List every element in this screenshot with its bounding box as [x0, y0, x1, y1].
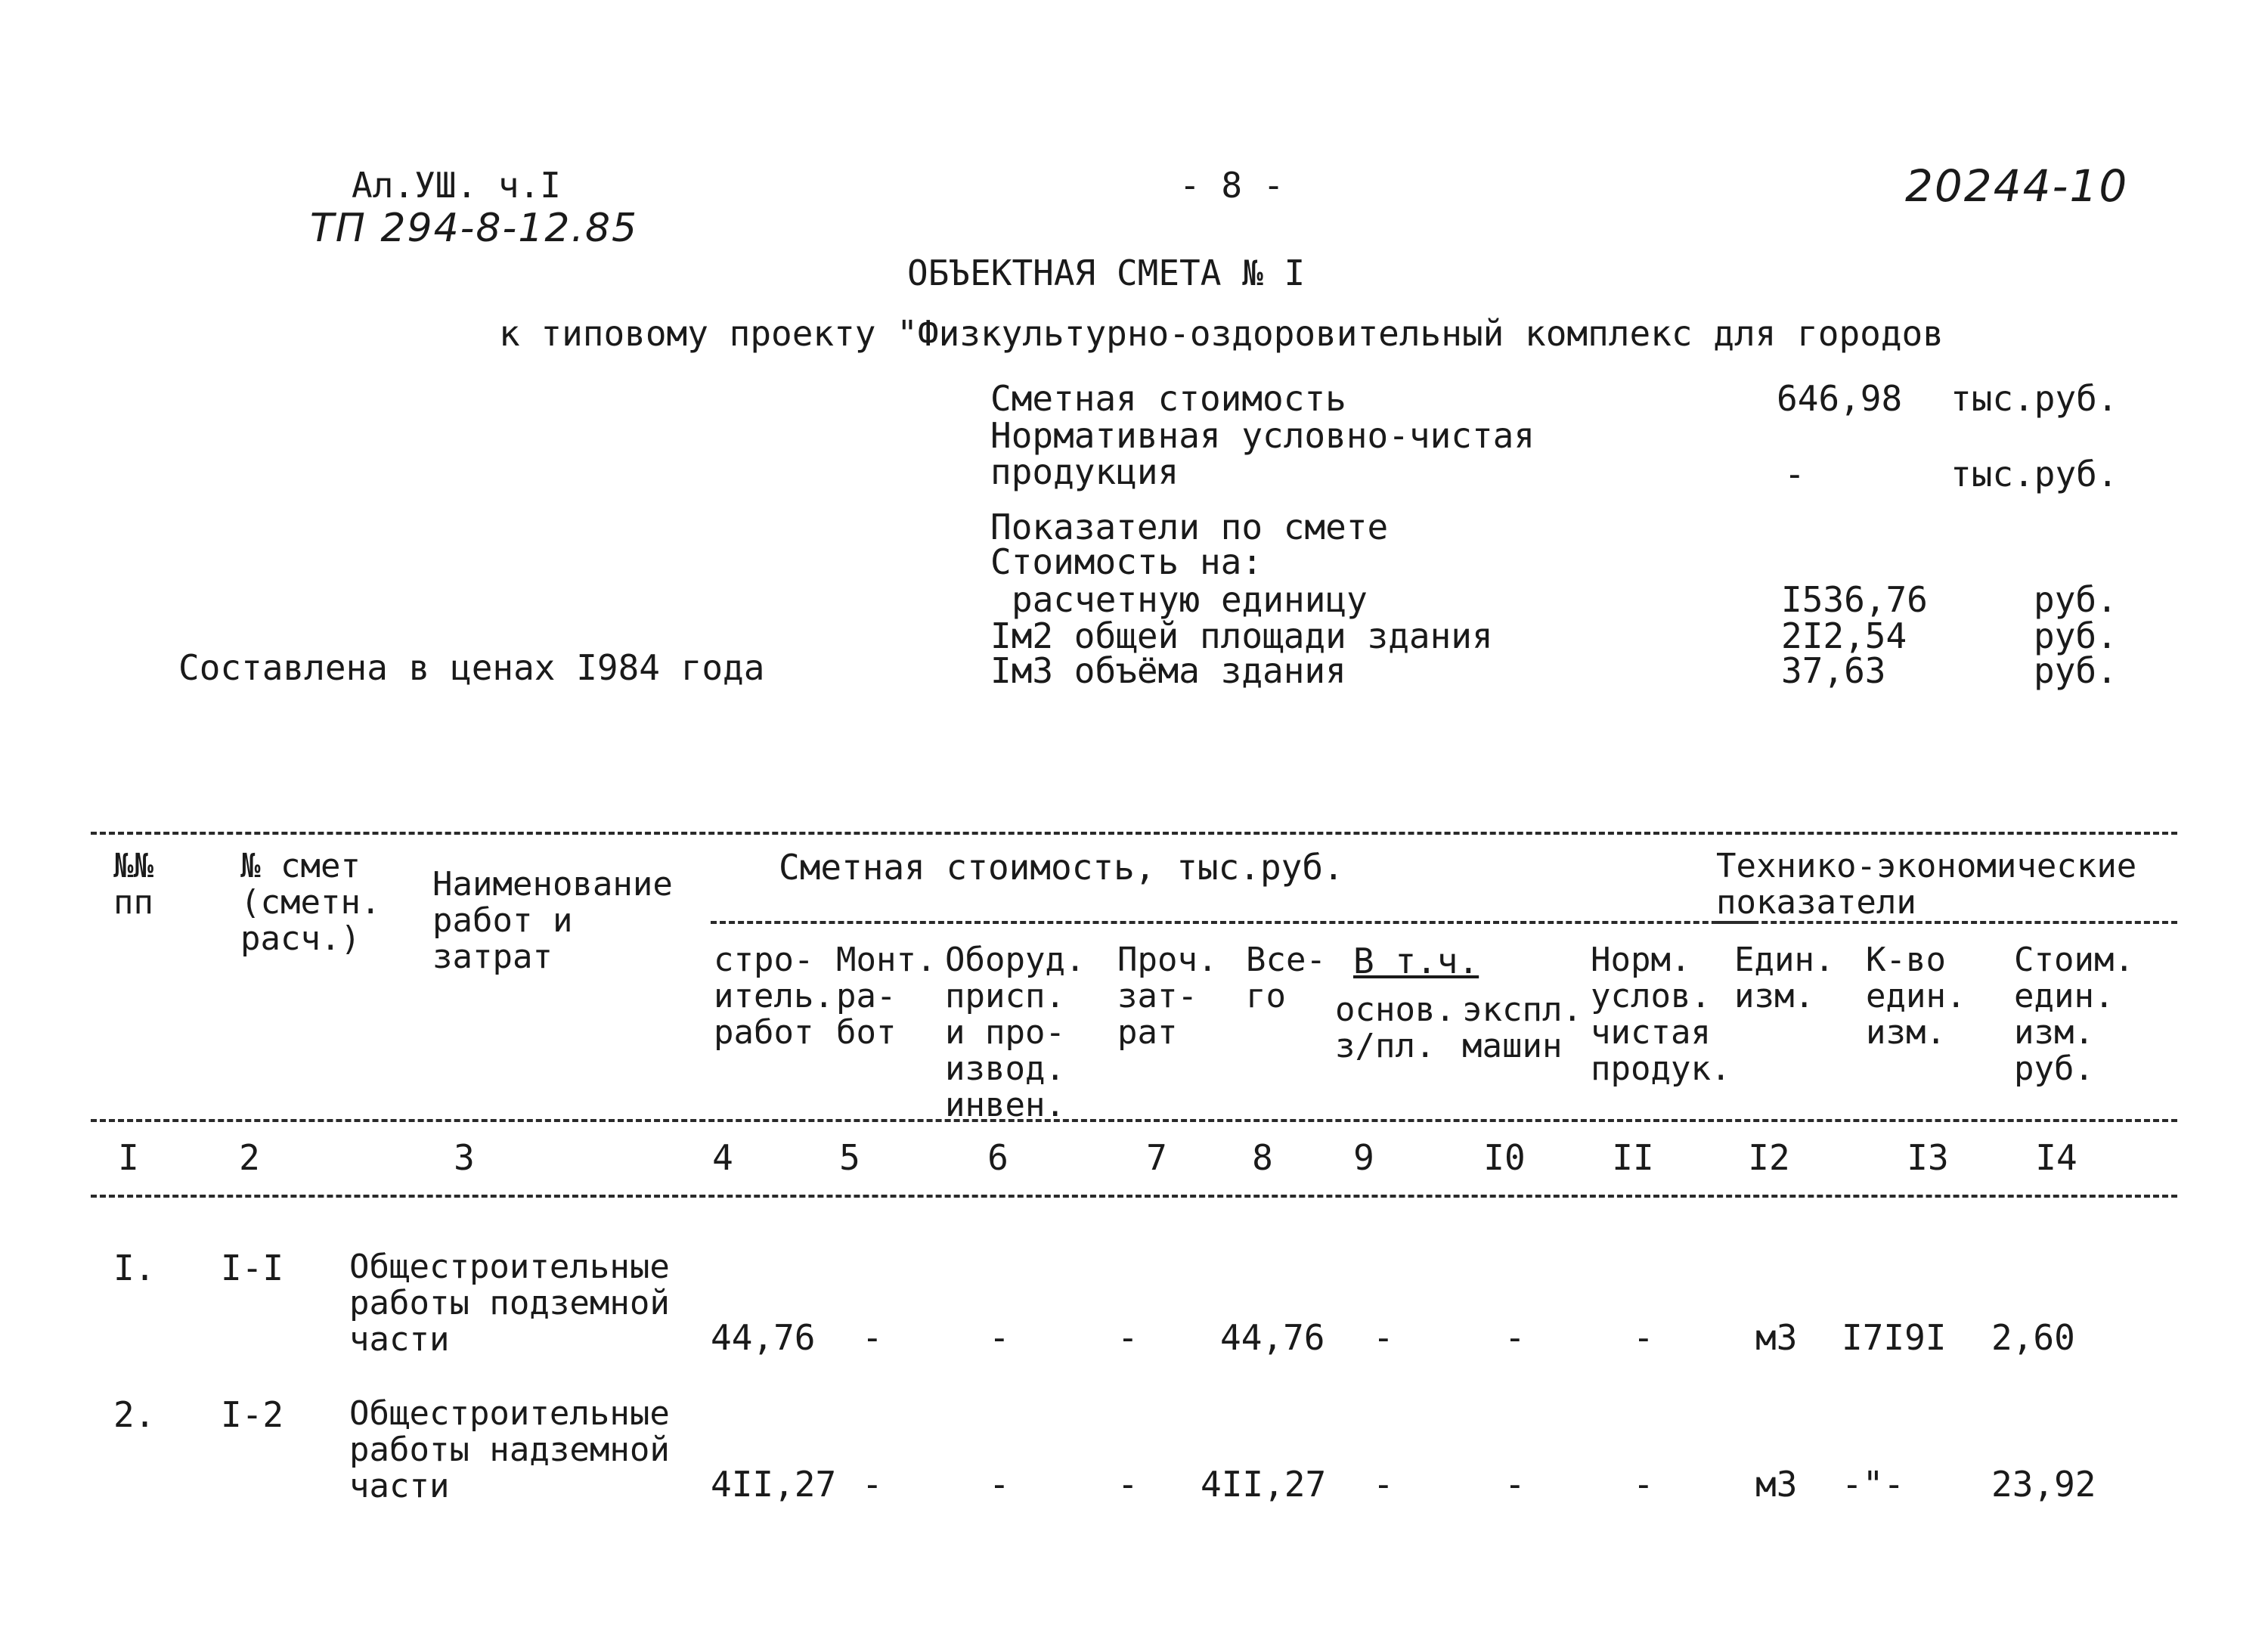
header-cost-group: Сметная стоимость, тыс.руб. — [779, 847, 1344, 888]
row-number: 2. — [113, 1394, 156, 1435]
prices-note: Составлена в ценах I984 года — [178, 647, 765, 688]
row-unit: м3 — [1755, 1464, 1798, 1505]
row-unit: м3 — [1755, 1317, 1798, 1358]
col-number: 5 — [839, 1137, 860, 1178]
cost-label: Сметная стоимость — [990, 378, 1346, 419]
row-equip: - — [989, 1464, 1010, 1505]
volume-value: 37,63 — [1781, 650, 1886, 691]
header-total: Все- го — [1246, 941, 1326, 1015]
col-number: I3 — [1907, 1137, 1949, 1178]
row-name: Общестроительные работы надземной части — [349, 1394, 670, 1505]
row-name: Общестроительные работы подземной части — [349, 1248, 670, 1359]
row-mount: - — [862, 1464, 883, 1505]
header-wage: основ. з/пл. — [1335, 990, 1455, 1065]
col-number: 4 — [712, 1137, 733, 1178]
header-qty: К-во един. изм. — [1866, 941, 1966, 1052]
area-value: 2I2,54 — [1781, 615, 1907, 656]
col-number: II — [1612, 1137, 1654, 1178]
row-build: 4II,27 — [711, 1464, 837, 1505]
col-number: I — [118, 1137, 139, 1178]
table-top-rule — [91, 832, 2177, 835]
norm-label: Нормативная условно-чистая продукция — [990, 415, 1535, 492]
col-number: 3 — [454, 1137, 475, 1178]
header-build: стро- итель. работ — [714, 941, 834, 1052]
row-qty: I7I9I — [1842, 1317, 1947, 1358]
row-machines: - — [1504, 1464, 1526, 1505]
unit-label: расчетную единицу — [1012, 579, 1368, 620]
page-number: - 8 - — [1179, 165, 1284, 206]
row-build: 44,76 — [711, 1317, 816, 1358]
col-number: 7 — [1146, 1137, 1167, 1178]
cost-unit: тыс.руб. — [1950, 378, 2118, 419]
header-norm-prod: Норм. услов. чистая продук. — [1591, 941, 1731, 1088]
row-unit-cost: 2,60 — [1991, 1317, 2075, 1358]
col-number: I0 — [1483, 1137, 1526, 1178]
area-unit: руб. — [2034, 615, 2118, 656]
row-smeta: I-I — [221, 1248, 284, 1288]
album-ref: Ал.УШ. ч.I — [352, 165, 561, 206]
col-number: 9 — [1353, 1137, 1374, 1178]
row-mount: - — [862, 1317, 883, 1358]
volume-label: Iм3 объёма здания — [990, 650, 1346, 691]
row-machines: - — [1504, 1317, 1526, 1358]
col-number: I2 — [1748, 1137, 1790, 1178]
estimate-title: ОБЪЕКТНАЯ СМЕТА № I — [907, 253, 1306, 293]
col-number: 6 — [987, 1137, 1009, 1178]
cost-value: 646,98 — [1777, 378, 1903, 419]
header-nn: №№ пп — [113, 847, 153, 922]
row-equip: - — [989, 1317, 1010, 1358]
header-incl: В т.ч. — [1353, 941, 1479, 981]
header-unit-cost: Стоим. един. изм. руб. — [2014, 941, 2134, 1088]
unit-value: I536,76 — [1781, 579, 1928, 620]
unit-unit: руб. — [2034, 579, 2118, 620]
header-machines: экспл. машин — [1462, 990, 1582, 1065]
norm-value: - — [1784, 454, 1805, 494]
row-smeta: I-2 — [221, 1394, 284, 1435]
col-number: I4 — [2035, 1137, 2077, 1178]
header-tech-group: Технико-экономические показатели — [1716, 847, 2137, 922]
col-number: 8 — [1252, 1137, 1273, 1178]
cost-on-label: Стоимость на: — [990, 541, 1263, 582]
header-equip: Оборуд. присп. и про- извод. инвен. — [945, 941, 1086, 1124]
indicators-label: Показатели по смете — [990, 507, 1389, 547]
column-numbers-rule — [91, 1195, 2177, 1198]
area-label: Iм2 общей площади здания — [990, 615, 1493, 656]
row-number: I. — [113, 1248, 156, 1288]
row-wage: - — [1373, 1464, 1394, 1505]
header-smeta: № смет (сметн. расч.) — [240, 847, 381, 958]
row-unit-cost: 23,92 — [1991, 1464, 2096, 1505]
row-wage: - — [1373, 1317, 1394, 1358]
document-number: 20244-10 — [1905, 160, 2129, 212]
row-norm: - — [1633, 1464, 1654, 1505]
header-mount: Монт. ра- бот — [836, 941, 937, 1052]
header-bottom-rule — [91, 1119, 2177, 1122]
header-other: Проч. зат- рат — [1117, 941, 1218, 1052]
row-norm: - — [1633, 1317, 1654, 1358]
project-code: ТП 294-8-12.85 — [310, 206, 639, 251]
col-number: 2 — [239, 1137, 260, 1178]
row-other: - — [1117, 1464, 1139, 1505]
row-qty: -"- — [1842, 1464, 1905, 1505]
cost-group-rule — [711, 921, 1754, 924]
norm-unit: тыс.руб. — [1950, 454, 2118, 494]
header-name: Наименование работ и затрат — [432, 865, 673, 976]
row-total: 44,76 — [1220, 1317, 1325, 1358]
volume-unit: руб. — [2034, 650, 2118, 691]
estimate-subtitle: к типовому проекту "Физкультурно-оздоровительный комплекс для городов — [499, 313, 1944, 354]
header-unit: Един. изм. — [1734, 941, 1835, 1015]
row-total: 4II,27 — [1201, 1464, 1327, 1505]
row-other: - — [1117, 1317, 1139, 1358]
